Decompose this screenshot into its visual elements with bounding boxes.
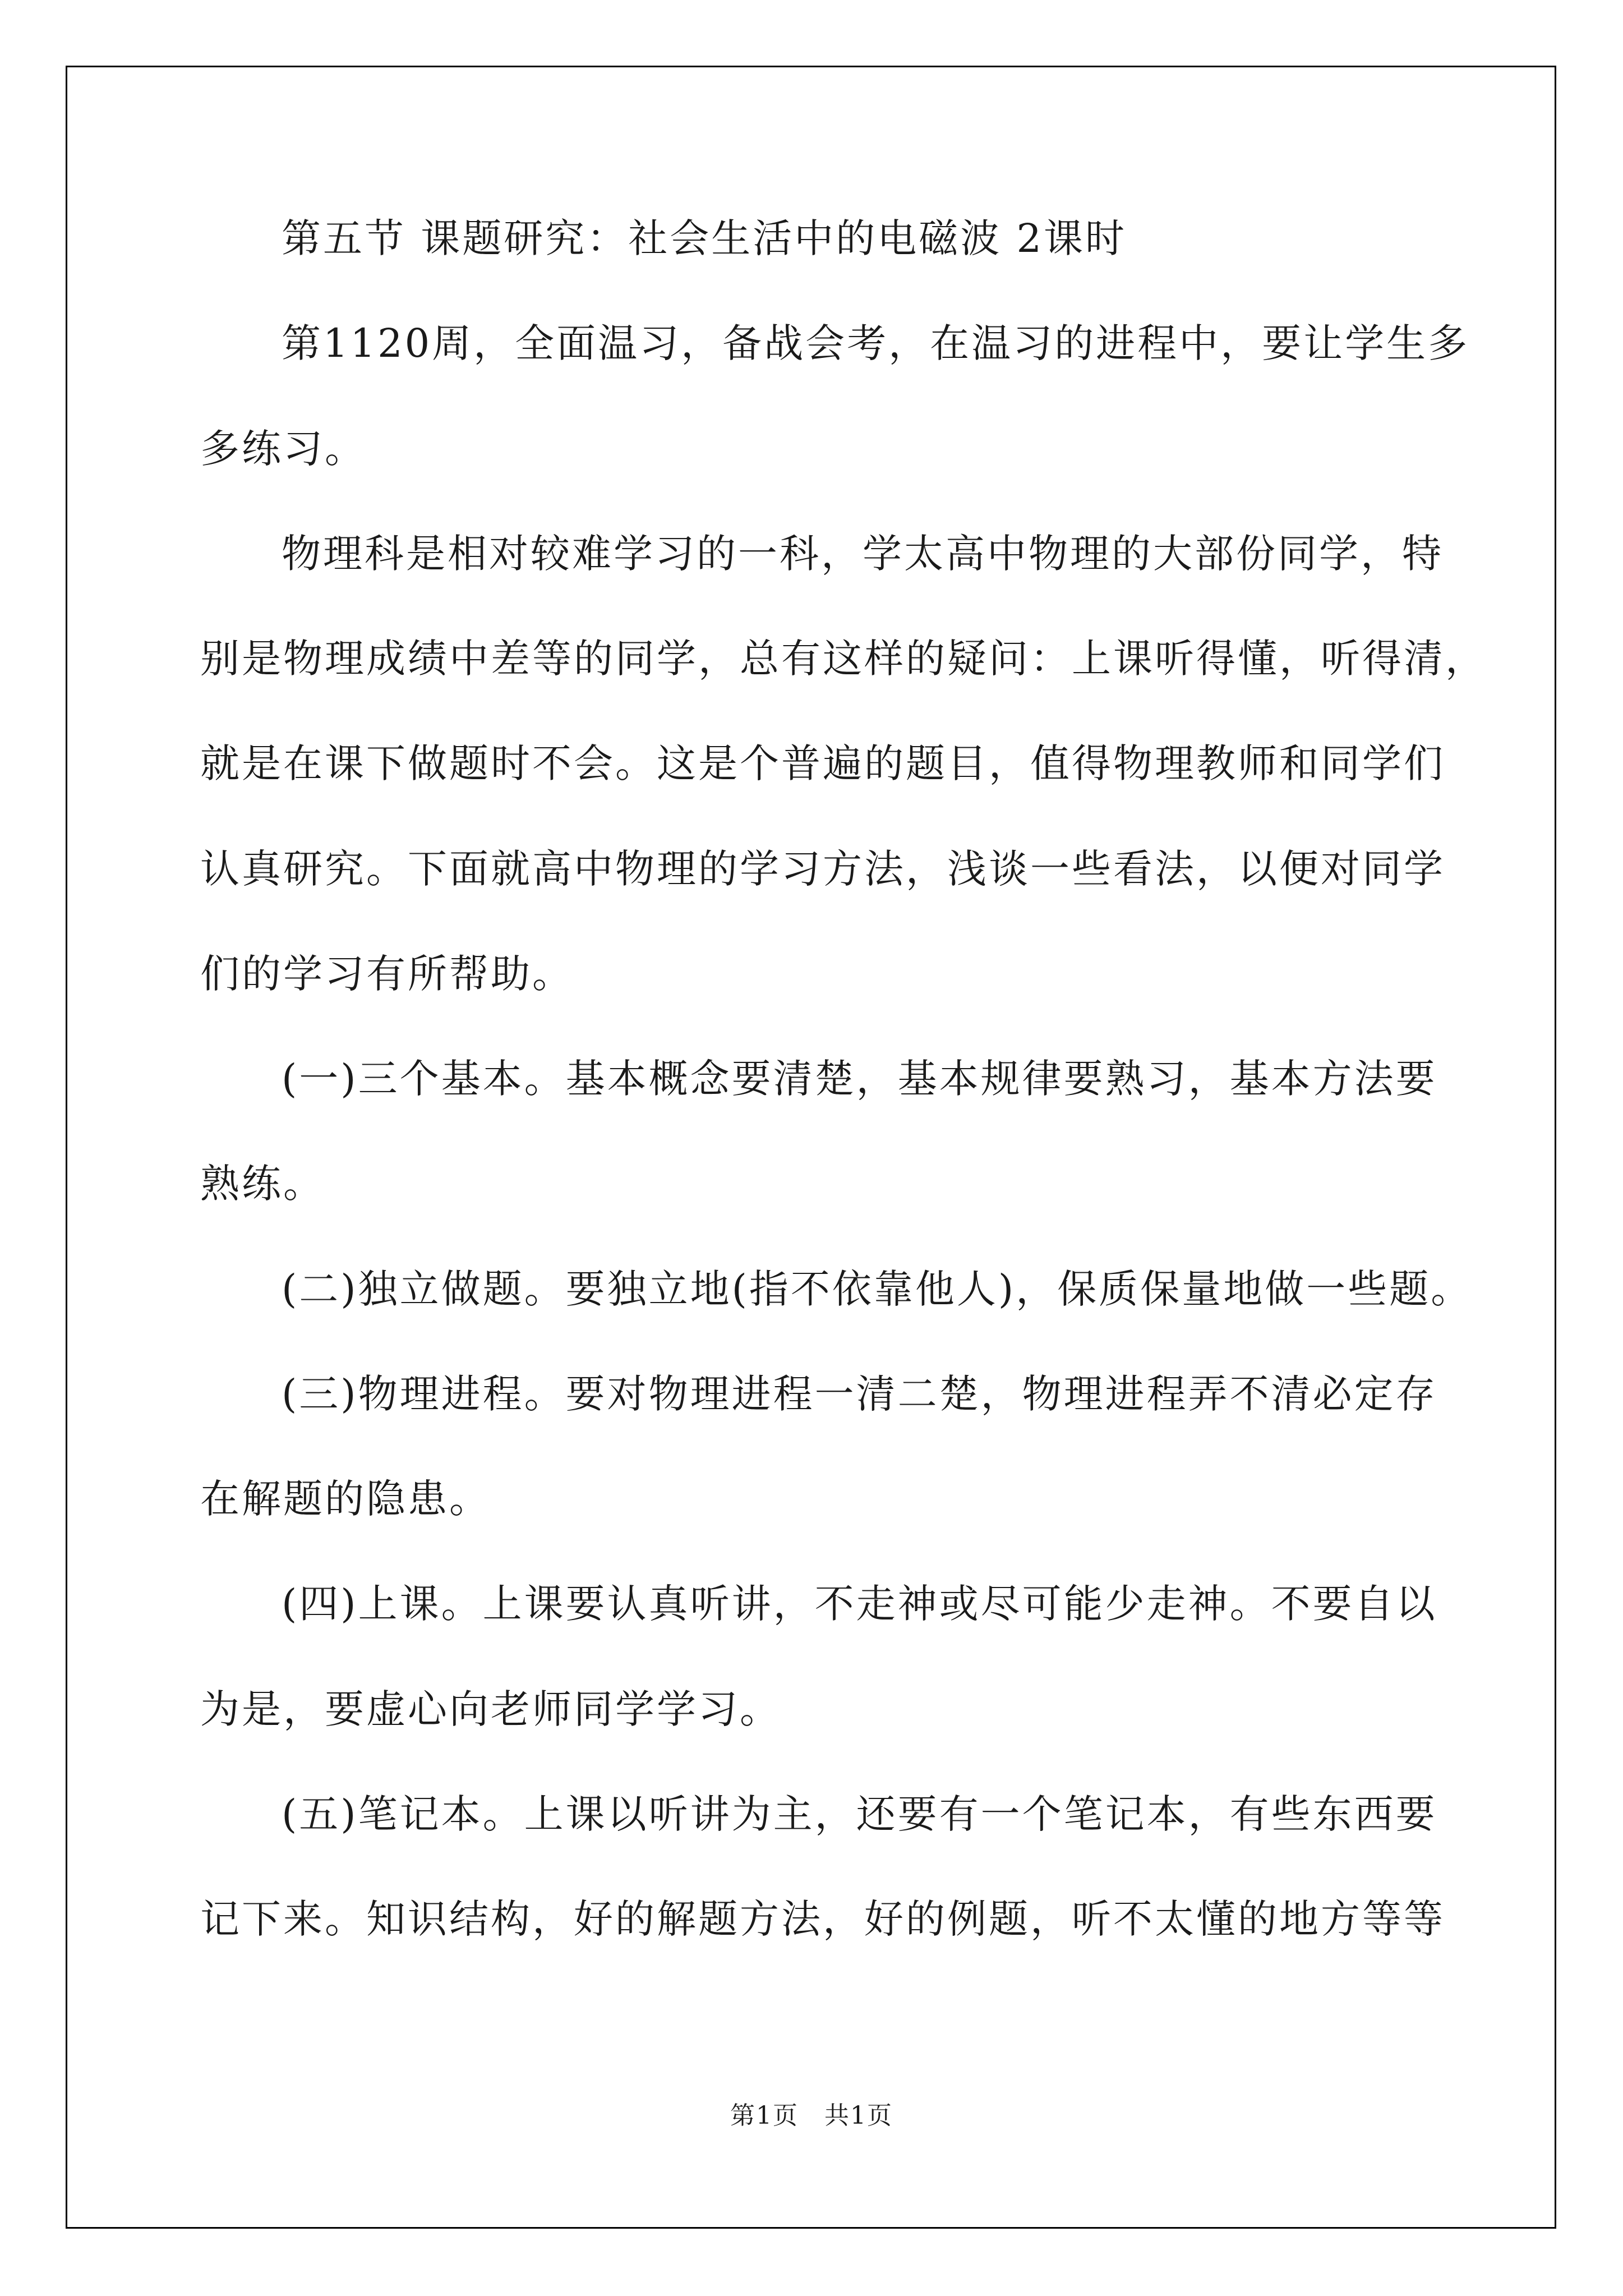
paragraph-line: (三)物理进程。要对物理进程一清二楚，物理进程弄不清必定存 [282,1371,1437,1417]
paragraph-line: 就是在课下做题时不会。这是个普遍的题目，值得物理教师和同学们 [200,740,1445,786]
paragraph-line: 记下来。知识结构，好的解题方法，好的例题，听不太懂的地方等等 [200,1896,1445,1942]
paragraph-line: 在解题的隐患。 [200,1476,491,1522]
paragraph-line: (四)上课。上课要认真听讲，不走神或尽可能少走神。不要自以 [282,1581,1437,1627]
paragraph-line: 们的学习有所帮助。 [200,951,574,997]
paragraph-line: (一)三个基本。基本概念要清楚，基本规律要熟习，基本方法要 [282,1056,1437,1102]
paragraph-line: 多练习。 [200,426,366,472]
paragraph-line: 别是物理成绩中差等的同学，总有这样的疑问：上课听得懂，听得清， [200,636,1487,682]
paragraph-line: 为是，要虚心向老师同学学习。 [200,1686,781,1732]
paragraph-line: 第1120周，全面温习，备战会考，在温习的进程中，要让学生多 [282,320,1470,366]
paragraph-line: 认真研究。下面就高中物理的学习方法，浅谈一些看法，以便对同学 [200,846,1445,892]
paragraph-line: 物理科是相对较难学习的一科，学太高中物理的大部份同学，特 [282,531,1444,577]
paragraph-line: (五)笔记本。上课以听讲为主，还要有一个笔记本，有些东西要 [282,1791,1437,1837]
document-title: 第五节 课题研究：社会生活中的电磁波 2课时 [282,215,1127,261]
page-number: 第1页 共1页 [730,2101,893,2130]
paragraph-line: (二)独立做题。要独立地(指不依靠他人)，保质保量地做一些题。 [282,1266,1473,1312]
paragraph-line: 熟练。 [200,1161,325,1207]
